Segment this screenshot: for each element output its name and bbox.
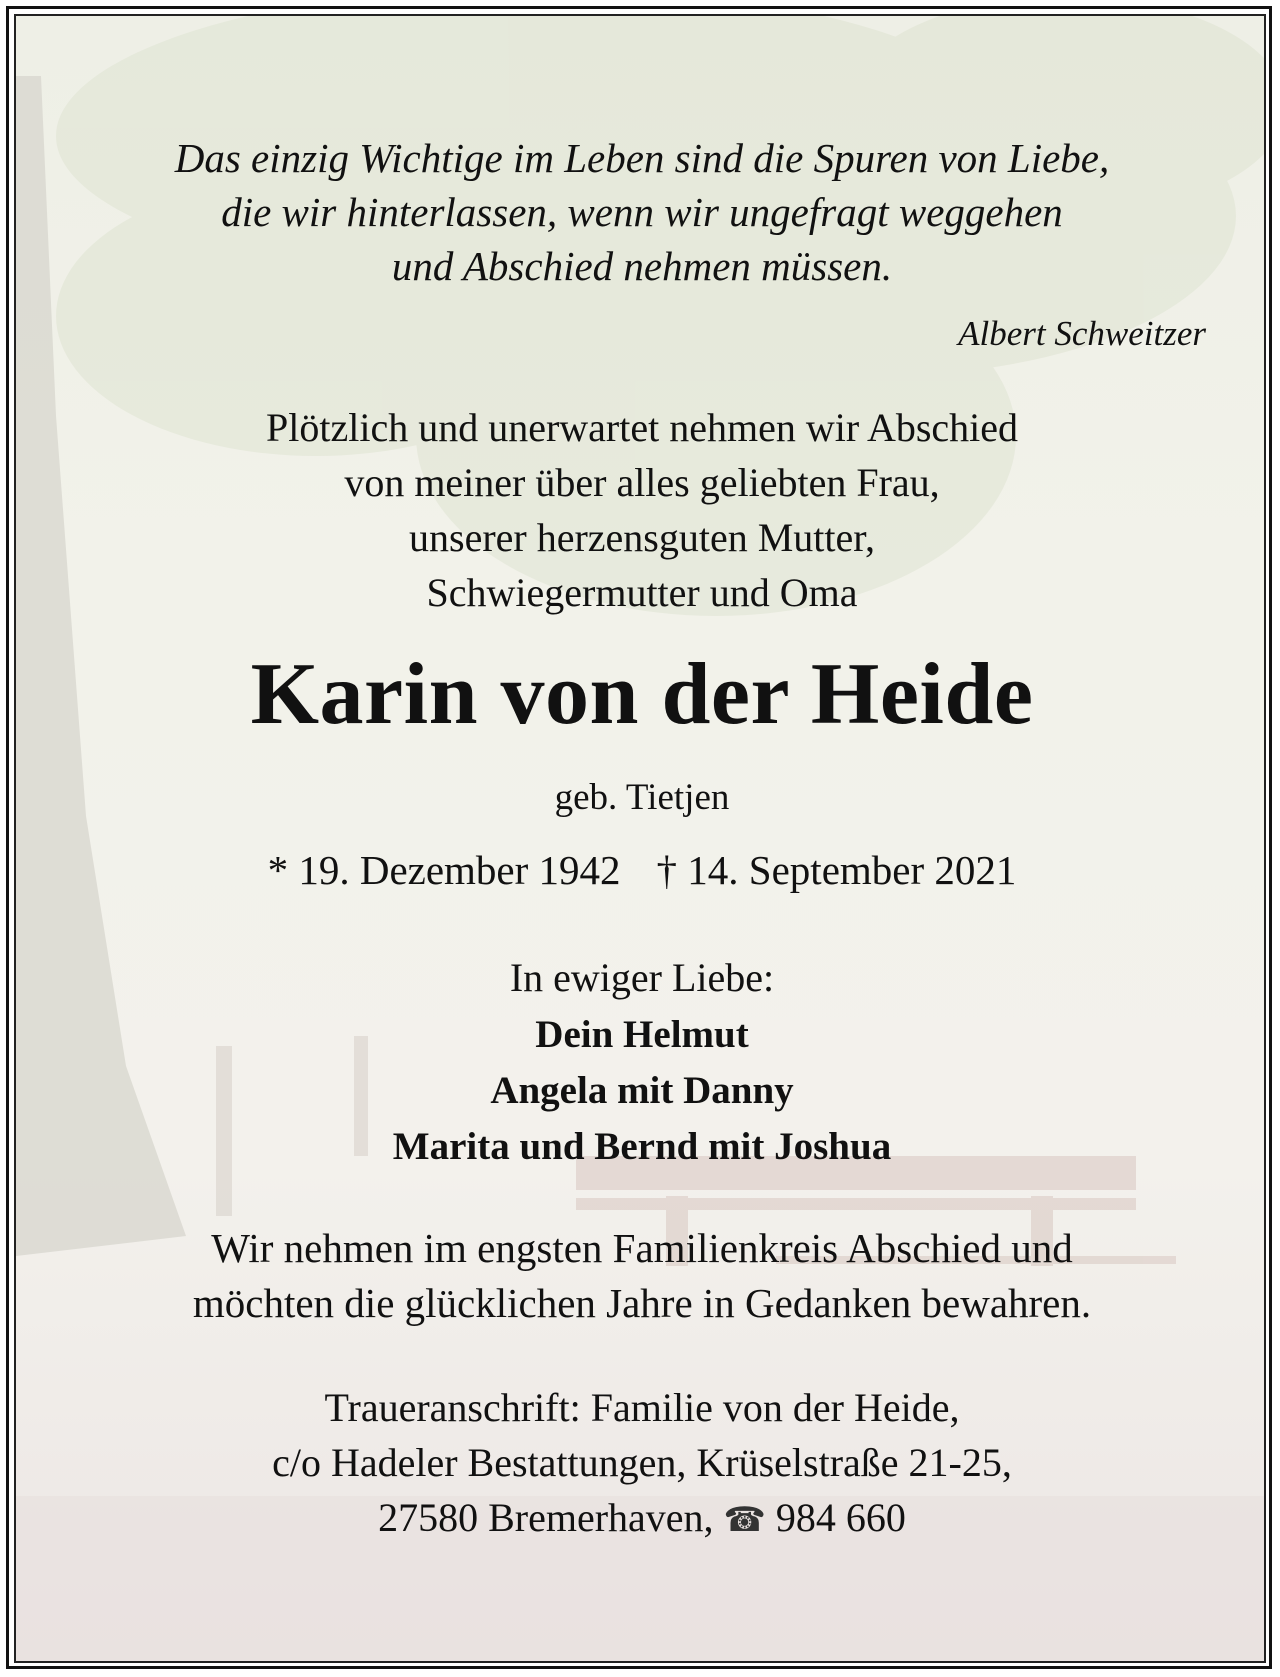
mourners-heading: In ewiger Liebe: bbox=[509, 955, 775, 1000]
quote-line-1: Das einzig Wichtige im Leben sind die Spuren von Liebe, bbox=[174, 135, 1110, 181]
death-date: † 14. September 2021 bbox=[656, 847, 1017, 893]
intro-line-3: unserer herzensguten Mutter, bbox=[409, 515, 875, 560]
address-line-3 bbox=[16, 1494, 1266, 1541]
closing-line-2: möchten die glücklichen Jahre in Gedanken bewahren. bbox=[192, 1280, 1092, 1326]
deceased-name: Karin von der Heide bbox=[250, 646, 1034, 743]
quote-line-3: und Abschied nehmen müssen. bbox=[391, 243, 893, 289]
address-line-2: c/o Hadeler Bestattungen, Krüselstraße 21-25, bbox=[272, 1440, 1012, 1485]
birth-date: * 19. Dezember 1942 bbox=[267, 847, 621, 893]
closing-line-1: Wir nehmen im engsten Familienkreis Abschied und bbox=[211, 1225, 1073, 1271]
intro-line-4: Schwiegermutter und Oma bbox=[426, 570, 858, 615]
notice-panel bbox=[14, 14, 1266, 1663]
mourner-2: Angela mit Danny bbox=[490, 1069, 794, 1112]
life-dates bbox=[16, 846, 1266, 894]
quote-line-2: die wir hinterlassen, wenn wir ungefragt weggehen bbox=[221, 189, 1063, 235]
phone-number: 984 660 bbox=[775, 1495, 906, 1540]
telephone-icon: ☎ bbox=[723, 1502, 766, 1539]
intro-line-2: von meiner über alles geliebten Frau, bbox=[344, 460, 940, 505]
intro-line-1: Plötzlich und unerwartet nehmen wir Abschied bbox=[265, 405, 1019, 450]
address-city: 27580 Bremerhaven, bbox=[378, 1495, 714, 1540]
mourner-3: Marita und Bernd mit Joshua bbox=[392, 1125, 892, 1168]
quote-author: Albert Schweitzer bbox=[958, 314, 1206, 353]
mourner-1: Dein Helmut bbox=[535, 1013, 749, 1056]
birth-name: geb. Tietjen bbox=[554, 777, 730, 818]
address-line-1: Traueranschrift: Familie von der Heide, bbox=[324, 1385, 960, 1430]
notice-text bbox=[16, 16, 1266, 1663]
